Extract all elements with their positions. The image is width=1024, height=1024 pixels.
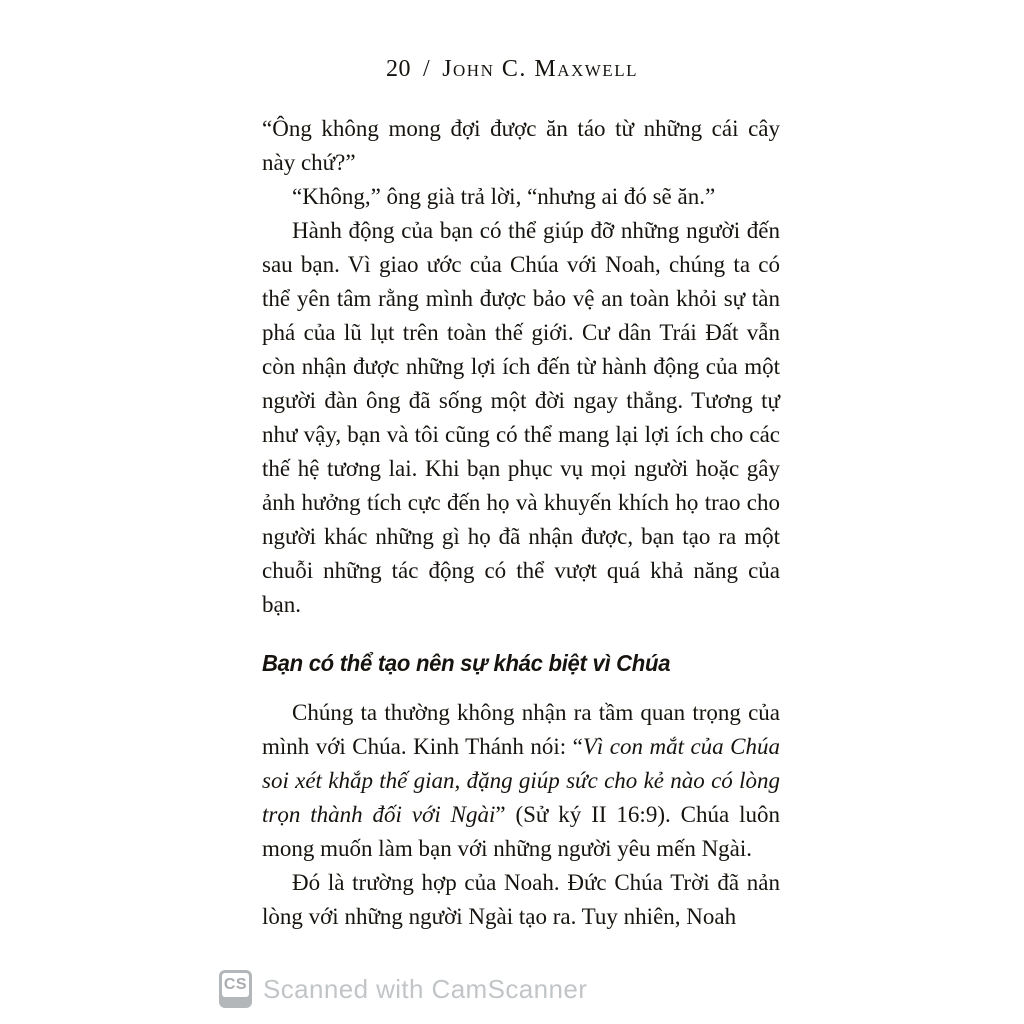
paragraph: [262, 180, 780, 214]
text-run: Đó là trường hợp của Noah. Đức Chúa Trời đã nản lòng với những người Ngài tạo ra. Tuy nhiên, Noah: [262, 870, 780, 929]
page-number: 20: [386, 56, 412, 82]
watermark-text: Scanned with CamScanner: [263, 973, 588, 1004]
paragraph: [262, 696, 780, 866]
camscanner-icon: [219, 970, 252, 1008]
camscanner-icon-label: CS: [222, 973, 249, 997]
paragraph: [262, 866, 780, 934]
paragraph: [262, 214, 780, 622]
text-run: ” (Sử ký II 16:9). Chúa luôn mong muốn làm bạn với những người yêu mến Ngài.: [262, 802, 780, 861]
section-heading: Bạn có thể tạo nên sự khác biệt vì Chúa: [262, 650, 671, 676]
paragraph: [262, 112, 780, 180]
text-run: Chúng ta thường không nhận ra tầm quan trọng của mình với Chúa. Kinh Thánh nói: “: [262, 700, 780, 759]
scripture-quote: Vì con mắt của Chúa soi xét khắp thế gian, đặng giúp sức cho kẻ nào có lòng trọn thành đối với Ngài: [262, 734, 781, 827]
text-run: Hành động của bạn có thể giúp đỡ những người đến sau bạn. Vì giao ước của Chúa với Noah, chúng ta có thể yên tâm rằng mình được bảo vệ an toàn khỏi sự tàn phá của lũ lụt trên toàn thế giới. Cư dân Trái Đất vẫn còn nhận được những lợi ích đến từ hành động của một người đàn ông đã sống một đời ngay thẳng. Tương tự như vậy, bạn và tôi cũng có thể mang lại lợi ích cho các thế hệ tương lai. Khi bạn phục vụ mọi người hoặc gây ảnh hưởng tích cực đến họ và khuyến khích họ trao cho người khác những gì họ đã nhận được, bạn tạo ra một chuỗi những tác động có thể vượt quá khả năng của bạn.: [262, 218, 780, 617]
text-run: “Không,” ông già trả lời, “nhưng ai đó sẽ ăn.”: [292, 184, 716, 209]
text-run: “Ông không mong đợi được ăn táo từ những cái cây này chứ?”: [262, 116, 780, 175]
page-header: [0, 56, 1024, 83]
camscanner-watermark: [219, 970, 587, 1008]
header-separator: /: [423, 56, 431, 82]
page-body: [262, 112, 780, 934]
author-name: John C. Maxwell: [442, 56, 638, 82]
